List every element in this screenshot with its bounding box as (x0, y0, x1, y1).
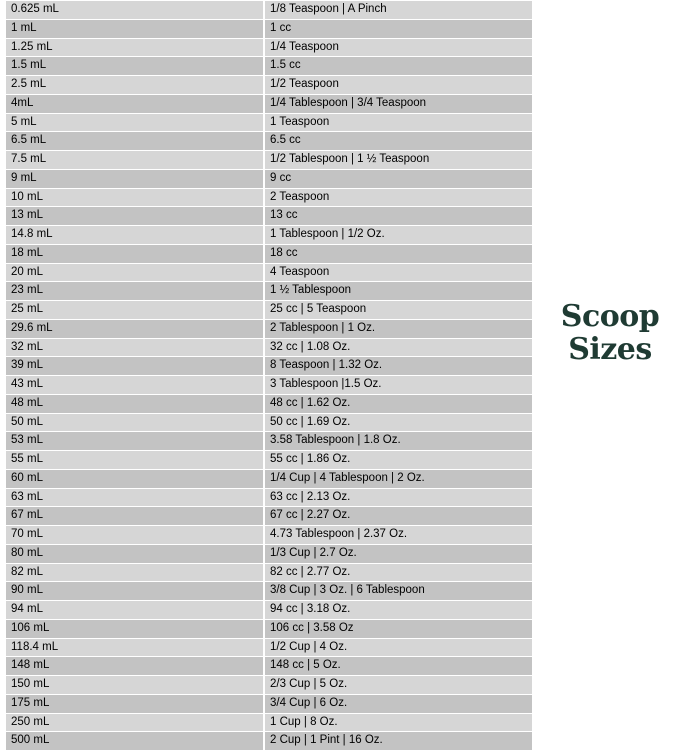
table-row (6, 526, 532, 545)
cell-volume: 118.4 mL (6, 638, 264, 657)
table-row (6, 469, 532, 488)
cell-equivalent: 1/4 Cup | 4 Tablespoon | 2 Oz. (264, 469, 532, 488)
cell-equivalent: 1/2 Cup | 4 Oz. (264, 638, 532, 657)
cell-volume: 13 mL (6, 207, 264, 226)
cell-equivalent: 94 cc | 3.18 Oz. (264, 601, 532, 620)
cell-volume: 500 mL (6, 732, 264, 751)
cell-volume: 150 mL (6, 676, 264, 695)
cell-equivalent: 1 ½ Tablespoon (264, 282, 532, 301)
logo-line-2: Sizes (568, 332, 652, 367)
cell-equivalent: 3/8 Cup | 3 Oz. | 6 Tablespoon (264, 582, 532, 601)
table-row (6, 507, 532, 526)
cell-volume: 9 mL (6, 169, 264, 188)
cell-volume: 94 mL (6, 601, 264, 620)
cell-volume: 7.5 mL (6, 151, 264, 170)
table-row (6, 38, 532, 57)
cell-equivalent: 1 Tablespoon | 1/2 Oz. (264, 226, 532, 245)
cell-equivalent: 1/2 Tablespoon | 1 ½ Teaspoon (264, 151, 532, 170)
cell-volume: 1.25 mL (6, 38, 264, 57)
cell-equivalent: 9 cc (264, 169, 532, 188)
cell-equivalent: 13 cc (264, 207, 532, 226)
table-row (6, 188, 532, 207)
table-row (6, 563, 532, 582)
cell-equivalent: 4.73 Tablespoon | 2.37 Oz. (264, 526, 532, 545)
cell-equivalent: 25 cc | 5 Teaspoon (264, 301, 532, 320)
table-row (6, 76, 532, 95)
cell-equivalent: 55 cc | 1.86 Oz. (264, 451, 532, 470)
cell-equivalent: 67 cc | 2.27 Oz. (264, 507, 532, 526)
table-body (6, 1, 532, 751)
table-row (6, 619, 532, 638)
table-row (6, 451, 532, 470)
table-row (6, 694, 532, 713)
table-row (6, 376, 532, 395)
cell-equivalent: 1 Teaspoon (264, 113, 532, 132)
table-row (6, 244, 532, 263)
table-row (6, 676, 532, 695)
cell-equivalent: 3.58 Tablespoon | 1.8 Oz. (264, 432, 532, 451)
cell-equivalent: 3 Tablespoon |1.5 Oz. (264, 376, 532, 395)
cell-volume: 6.5 mL (6, 132, 264, 151)
table-row (6, 301, 532, 320)
cell-volume: 106 mL (6, 619, 264, 638)
cell-volume: 23 mL (6, 282, 264, 301)
table-row (6, 1, 532, 20)
table-row (6, 338, 532, 357)
cell-volume: 70 mL (6, 526, 264, 545)
cell-volume: 0.625 mL (6, 1, 264, 20)
cell-volume: 10 mL (6, 188, 264, 207)
cell-volume: 250 mL (6, 713, 264, 732)
table-row (6, 19, 532, 38)
cell-equivalent: 4 Teaspoon (264, 263, 532, 282)
cell-volume: 1 mL (6, 19, 264, 38)
table-row (6, 713, 532, 732)
cell-equivalent: 6.5 cc (264, 132, 532, 151)
table-row (6, 488, 532, 507)
table-row (6, 582, 532, 601)
cell-volume: 4mL (6, 94, 264, 113)
cell-volume: 90 mL (6, 582, 264, 601)
cell-volume: 175 mL (6, 694, 264, 713)
table-row (6, 544, 532, 563)
cell-volume: 5 mL (6, 113, 264, 132)
cell-equivalent: 48 cc | 1.62 Oz. (264, 394, 532, 413)
cell-equivalent: 1.5 cc (264, 57, 532, 76)
table-row (6, 657, 532, 676)
scoop-sizes-logo (545, 300, 675, 366)
table-row (6, 394, 532, 413)
table-row (6, 732, 532, 751)
cell-equivalent: 1 Cup | 8 Oz. (264, 713, 532, 732)
cell-equivalent: 1/8 Teaspoon | A Pinch (264, 1, 532, 20)
table-row (6, 282, 532, 301)
cell-equivalent: 148 cc | 5 Oz. (264, 657, 532, 676)
cell-volume: 53 mL (6, 432, 264, 451)
cell-equivalent: 2 Teaspoon (264, 188, 532, 207)
cell-volume: 43 mL (6, 376, 264, 395)
cell-equivalent: 50 cc | 1.69 Oz. (264, 413, 532, 432)
cell-volume: 18 mL (6, 244, 264, 263)
cell-equivalent: 1/4 Tablespoon | 3/4 Teaspoon (264, 94, 532, 113)
cell-equivalent: 2 Cup | 1 Pint | 16 Oz. (264, 732, 532, 751)
cell-volume: 20 mL (6, 263, 264, 282)
cell-volume: 82 mL (6, 563, 264, 582)
cell-volume: 67 mL (6, 507, 264, 526)
cell-volume: 39 mL (6, 357, 264, 376)
table-row (6, 207, 532, 226)
table-row (6, 57, 532, 76)
cell-equivalent: 2/3 Cup | 5 Oz. (264, 676, 532, 695)
cell-volume: 80 mL (6, 544, 264, 563)
cell-equivalent: 32 cc | 1.08 Oz. (264, 338, 532, 357)
cell-equivalent: 8 Teaspoon | 1.32 Oz. (264, 357, 532, 376)
table-row (6, 638, 532, 657)
conversion-table (6, 0, 532, 751)
table-row (6, 132, 532, 151)
cell-volume: 32 mL (6, 338, 264, 357)
cell-volume: 48 mL (6, 394, 264, 413)
table-row (6, 263, 532, 282)
table-row (6, 319, 532, 338)
cell-volume: 63 mL (6, 488, 264, 507)
table-row (6, 94, 532, 113)
cell-equivalent: 1/3 Cup | 2.7 Oz. (264, 544, 532, 563)
table-row (6, 413, 532, 432)
table-row (6, 113, 532, 132)
table-row (6, 357, 532, 376)
table-row (6, 226, 532, 245)
cell-equivalent: 82 cc | 2.77 Oz. (264, 563, 532, 582)
cell-volume: 25 mL (6, 301, 264, 320)
cell-equivalent: 3/4 Cup | 6 Oz. (264, 694, 532, 713)
logo-line-1: Scoop (560, 299, 660, 334)
cell-equivalent: 1/2 Teaspoon (264, 76, 532, 95)
conversion-table-container (6, 0, 532, 751)
cell-volume: 60 mL (6, 469, 264, 488)
cell-volume: 14.8 mL (6, 226, 264, 245)
cell-equivalent: 106 cc | 3.58 Oz (264, 619, 532, 638)
cell-equivalent: 18 cc (264, 244, 532, 263)
cell-equivalent: 2 Tablespoon | 1 Oz. (264, 319, 532, 338)
cell-volume: 148 mL (6, 657, 264, 676)
table-row (6, 169, 532, 188)
cell-volume: 29.6 mL (6, 319, 264, 338)
cell-volume: 1.5 mL (6, 57, 264, 76)
table-row (6, 432, 532, 451)
cell-equivalent: 63 cc | 2.13 Oz. (264, 488, 532, 507)
cell-volume: 50 mL (6, 413, 264, 432)
cell-equivalent: 1/4 Teaspoon (264, 38, 532, 57)
table-row (6, 601, 532, 620)
cell-volume: 2.5 mL (6, 76, 264, 95)
cell-volume: 55 mL (6, 451, 264, 470)
cell-equivalent: 1 cc (264, 19, 532, 38)
table-row (6, 151, 532, 170)
